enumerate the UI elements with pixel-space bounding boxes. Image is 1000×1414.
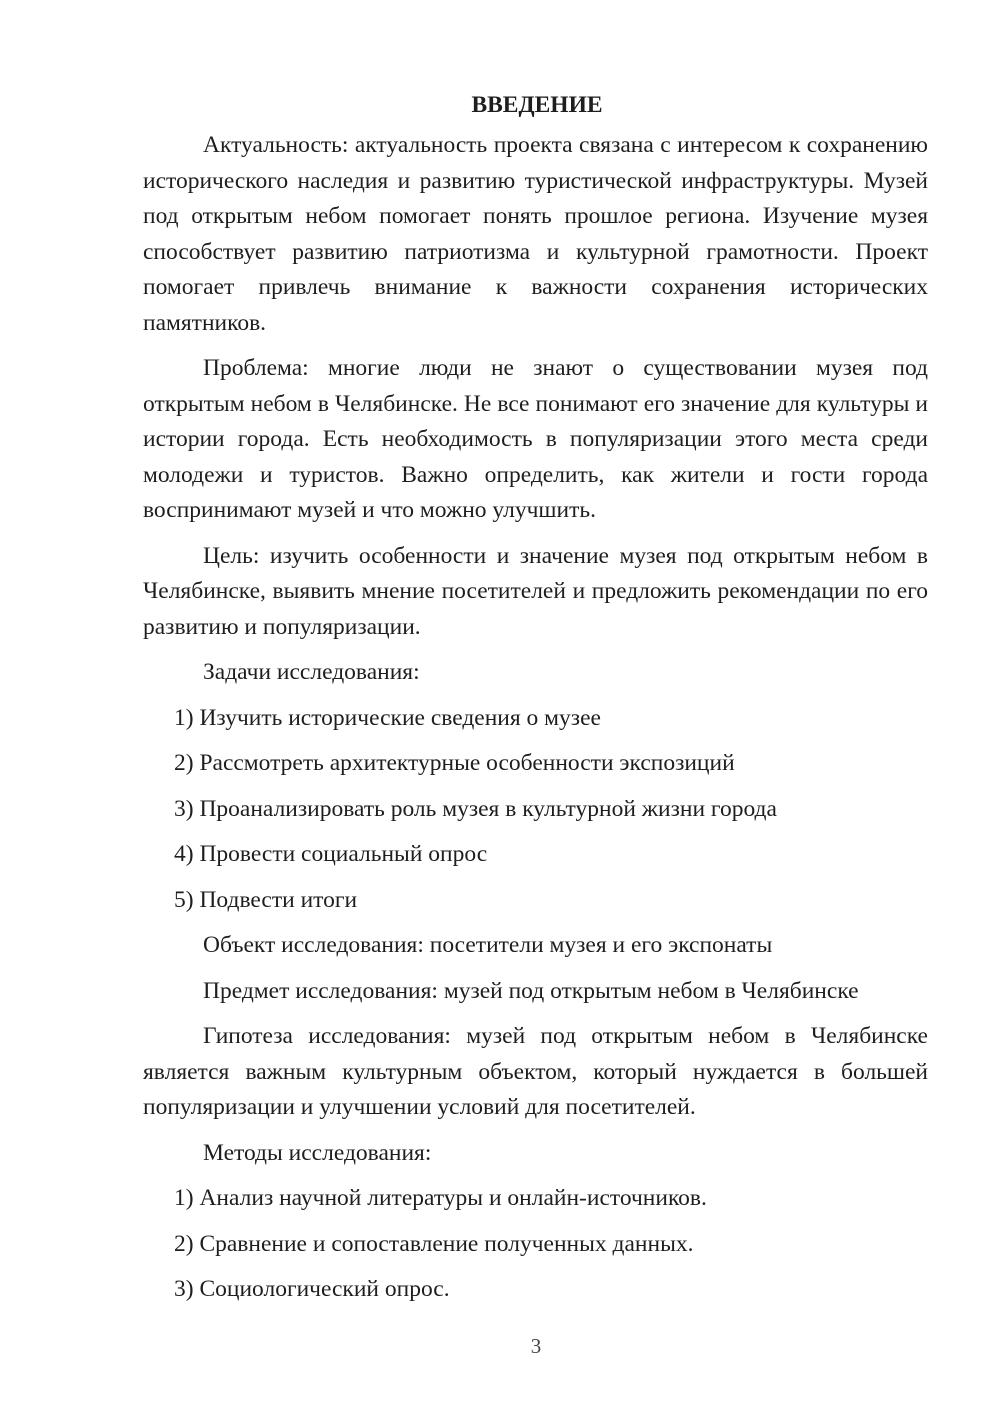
task-item: 4) Провести социальный опрос bbox=[174, 841, 488, 867]
task-item: 2) Рассмотреть архитектурные особенности экспозиций bbox=[174, 750, 735, 776]
problem-paragraph: Проблема: многие люди не знают о существовании музея под открытым небом в Челябинске. Не все понимают его значение для культуры и истории города. Есть необходимость в популяризации этого места среди молодежи и туристов. Важно определить, как жители и гости города воспринимают музей и что можно улучшить. bbox=[143, 355, 928, 523]
methods-heading: Методы исследования: bbox=[203, 1139, 432, 1166]
research-subject: Предмет исследования: музей под открытым небом в Челябинске bbox=[203, 977, 859, 1004]
task-item: 3) Проанализировать роль музея в культурной жизни города bbox=[174, 795, 777, 822]
method-item: 1) Анализ научной литературы и онлайн-источников. bbox=[174, 1185, 707, 1211]
page-content bbox=[143, 88, 928, 1318]
task-item: 5) Подвести итоги bbox=[174, 886, 358, 913]
relevance-paragraph: Актуальность: актуальность проекта связана с интересом к сохранению исторического наследия и развитию туристической инфраструктуры. Музей под открытым небом помогает понять прошлое региона. Изучение музея способствует развитию патриотизма и культурной грамотности. Проект помогает привлечь внимание к важности сохранения исторических памятников. bbox=[143, 132, 928, 336]
page-number: 3 bbox=[530, 1334, 542, 1358]
goal-paragraph: Цель: изучить особенности и значение музея под открытым небом в Челябинске, выявить мнение посетителей и предложить рекомендации по его развитию и популяризации. bbox=[143, 542, 928, 640]
section-title: ВВЕДЕНИЕ bbox=[471, 92, 603, 118]
method-item: 2) Сравнение и сопоставление полученных данных. bbox=[174, 1230, 694, 1257]
hypothesis-paragraph: Гипотеза исследования: музей под открытым небом в Челябинске является важным культурным объектом, который нуждается в большей популяризации и улучшении условий для посетителей. bbox=[143, 1023, 928, 1120]
tasks-heading: Задачи исследования: bbox=[203, 659, 420, 685]
research-object: Объект исследования: посетители музея и его экспонаты bbox=[203, 932, 773, 958]
task-item: 1) Изучить исторические сведения о музее bbox=[174, 704, 601, 731]
method-item: 3) Социологический опрос. bbox=[174, 1276, 450, 1302]
